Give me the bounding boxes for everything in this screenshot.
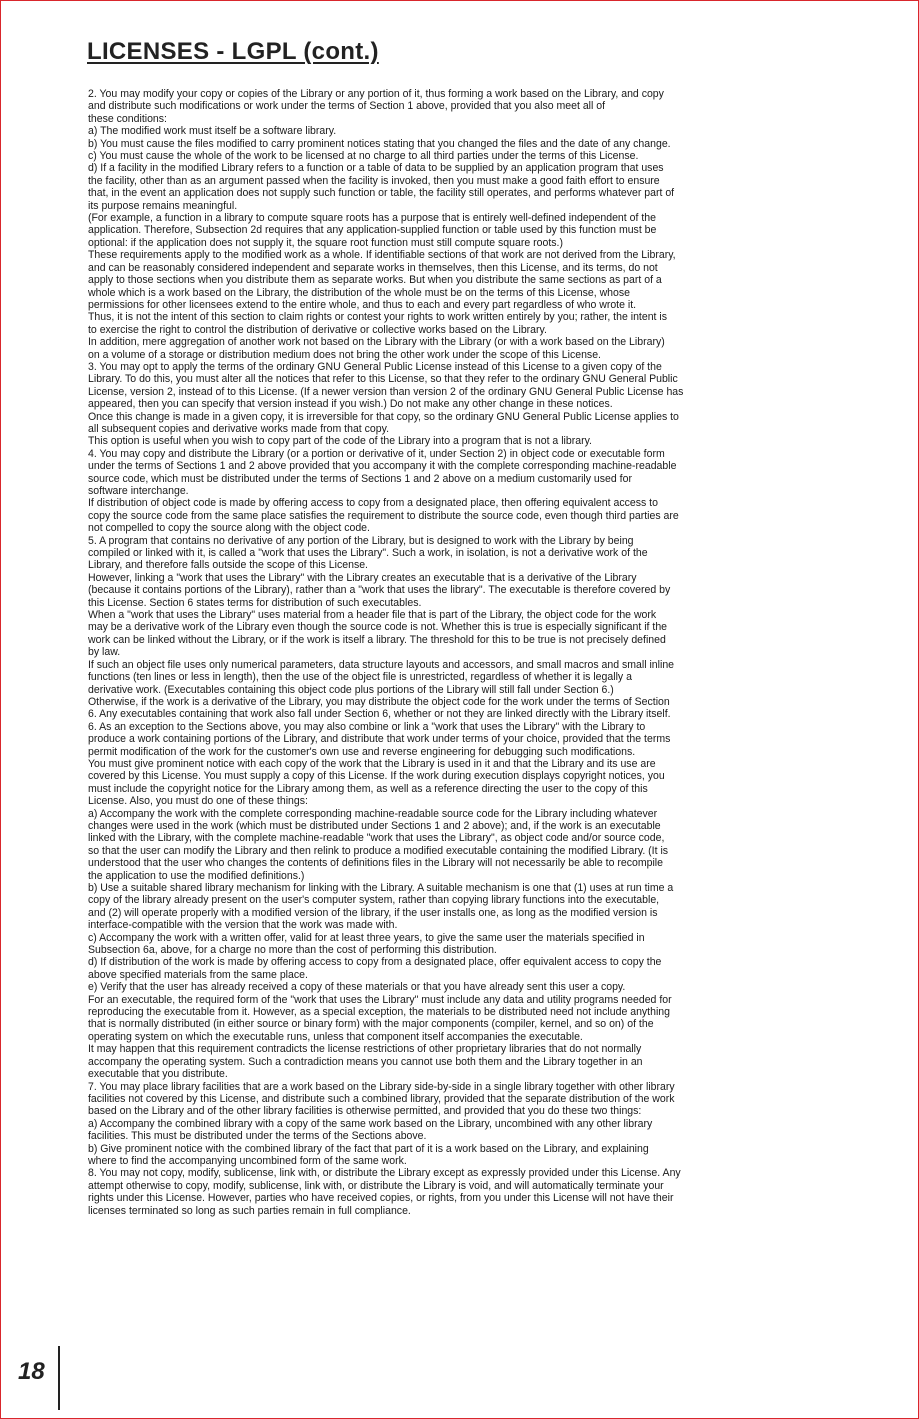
- text-line: accompany the operating system. Such a contradiction means you cannot use both them and the Library together in an: [88, 1055, 643, 1068]
- text-line: It may happen that this requirement contradicts the license restrictions of other proprietary libraries that do not normally: [88, 1043, 642, 1056]
- text-line: 5. A program that contains no derivative of any portion of the Library, but is designed to work with the Library by being: [88, 534, 634, 547]
- text-line: d) If a facility in the modified Library refers to a function or a table of data to be supplied by an application program that uses: [88, 162, 664, 175]
- text-line: facilities not covered by this License, and distribute such a combined library, provided that the separate distribution of the work: [88, 1092, 675, 1105]
- text-line: 3. You may opt to apply the terms of the ordinary GNU General Public License instead of this License to a given copy of the: [88, 360, 662, 373]
- text-line: under the terms of Sections 1 and 2 above provided that you accompany it with the complete corresponding machine-readable: [88, 460, 677, 473]
- text-line: permit modification of the work for the customer's own use and reverse engineering for debugging such modifications.: [88, 745, 636, 758]
- text-line: 4. You may copy and distribute the Library (or a portion or derivative of it, under Section 2) in object code or executable form: [88, 447, 665, 460]
- text-line: 6. Any executables containing that work also fall under Section 6, whether or not they are linked directly with the Library itself.: [88, 708, 671, 721]
- text-line: If such an object file uses only numerical parameters, data structure layouts and accessors, and small macros and small inline: [88, 658, 675, 671]
- text-line: Library. To do this, you must alter all the notices that refer to this License, so that they refer to the ordinary GNU General Public: [88, 373, 678, 386]
- text-line: attempt otherwise to copy, modify, sublicense, link with, or distribute the Library is void, and will automatically terminate your: [88, 1179, 664, 1192]
- text-line: to exercise the right to control the distribution of derivative or collective works based on the Library.: [88, 323, 547, 336]
- text-line: where to find the accompanying uncombined form of the same work.: [88, 1154, 407, 1167]
- text-line: facilities. This must be distributed under the terms of the Sections above.: [88, 1130, 427, 1143]
- text-line: not compelled to copy the source along with the object code.: [88, 522, 370, 535]
- text-line: that is normally distributed (in either source or binary form) with the major components (compiler, kernel, and so on) of the: [88, 1018, 654, 1031]
- text-line: a) The modified work must itself be a software library.: [88, 125, 337, 138]
- text-line: software interchange.: [88, 485, 189, 497]
- text-line: c) Accompany the work with a written offer, valid for at least three years, to give the same user the materials specified in: [88, 931, 645, 944]
- page-number-divider: [58, 1346, 60, 1410]
- text-line: This option is useful when you wish to copy part of the code of the Library into a program that is not a library.: [88, 435, 592, 448]
- text-line: If distribution of object code is made by offering access to copy from a designated place, then offering equivalent access to: [88, 497, 658, 510]
- text-line: linked with the Library, with the complete machine-readable "work that uses the Library", as object code and/or source code,: [88, 832, 665, 845]
- text-line: 7. You may place library facilities that are a work based on the Library side-by-side in a single library together with other library: [88, 1080, 675, 1093]
- text-line: application. Therefore, Subsection 2d requires that any application-supplied function or table used by this function must be: [88, 224, 657, 237]
- text-line: a) Accompany the work with the complete corresponding machine-readable source code for the Library including whatever: [88, 807, 658, 820]
- text-line: reproducing the executable from it. However, as a special exception, the materials to be distributed need not include anything: [88, 1006, 671, 1019]
- text-line: and (2) will operate properly with a modified version of the library, if the user installs one, as long as the modified version is: [88, 906, 658, 919]
- text-line: copy the source code from the same place satisfies the requirement to distribute the source code, even though third parties are: [88, 509, 679, 522]
- text-line: However, linking a "work that uses the Library" with the Library creates an executable that is a derivative of the Library: [88, 571, 637, 584]
- page-title: LICENSES - LGPL (cont.): [87, 38, 379, 65]
- text-line: work can be linked without the Library, or if the work is itself a library. The threshold for this to be true is not precisely defined: [88, 633, 666, 646]
- text-line: Library, and therefore falls outside the scope of this License.: [88, 559, 368, 572]
- text-line: understood that the user who changes the contents of definitions files in the Library will not necessarily be able to recompile: [88, 857, 663, 870]
- text-line: 8. You may not copy, modify, sublicense, link with, or distribute the Library except as expressly provided under this License. Any: [88, 1167, 681, 1180]
- text-line: its purpose remains meaningful.: [88, 199, 238, 212]
- text-line: operating system on which the executable runs, unless that component itself accompanies the executable.: [88, 1030, 583, 1043]
- text-line: copy of the library already present on the user's computer system, rather than copying library functions into the executable,: [88, 894, 660, 907]
- text-line: must include the copyright notice for the Library among them, as well as a reference directing the user to the copy of this: [88, 782, 648, 795]
- text-line: (because it contains portions of the Library), rather than a "work that uses the library". The executable is therefore covered by: [88, 584, 671, 597]
- text-line: the facility, other than as an argument passed when the facility is invoked, then you must make a good faith effort to ensure: [88, 174, 660, 187]
- text-line: all subsequent copies and derivative works made from that copy.: [88, 422, 390, 435]
- text-line: may be a derivative work of the Library even though the source code is not. Whether this is true is especially significant if the: [88, 621, 668, 634]
- text-line: rights under this License. However, parties who have received copies, or rights, from you under this License will not have their: [88, 1192, 674, 1205]
- text-line: produce a work containing portions of the Library, and distribute that work under terms of your choice, provided that the terms: [88, 733, 671, 746]
- text-line: b) You must cause the files modified to carry prominent notices stating that you changed the files and the date of any change.: [88, 137, 671, 150]
- text-line: b) Give prominent notice with the combined library of the fact that part of it is a work based on the Library, and explaining: [88, 1142, 649, 1155]
- text-line: appeared, then you can specify that version instead if you wish.) Do not make any other change in these notices.: [88, 398, 613, 411]
- text-line: whole which is a work based on the Library, the distribution of the whole must be on the terms of this License, whose: [88, 286, 631, 299]
- text-line: Thus, it is not the intent of this section to claim rights or contest your rights to work written entirely by you; rather, the intent is: [88, 311, 668, 324]
- text-line: 2. You may modify your copy or copies of the Library or any portion of it, thus forming a work based on the Library, and copy: [88, 88, 664, 100]
- text-line: the application to use the modified definitions.): [88, 869, 305, 882]
- text-line: License, version 2, instead of to this License. (If a newer version than version 2 of the ordinary GNU General Public License has: [88, 385, 684, 398]
- text-line: These requirements apply to the modified work as a whole. If identifiable sections of that work are not derived from the Library,: [88, 249, 676, 262]
- text-line: Once this change is made in a given copy, it is irreversible for that copy, so the ordinary GNU General Public License applies to: [88, 410, 679, 423]
- text-line: In addition, mere aggregation of another work not based on the Library with the Library (or with a work based on the Library): [88, 336, 665, 349]
- text-line: licenses terminated so long as such parties remain in full compliance.: [88, 1204, 411, 1217]
- text-line: You must give prominent notice with each copy of the work that the Library is used in it and that the Library and its use are: [88, 757, 656, 770]
- text-line: above specified materials from the same place.: [88, 968, 308, 981]
- text-line: so that the user can modify the Library and then relink to produce a modified executable containing the modified Library. (It is: [88, 844, 669, 857]
- text-line: by law.: [88, 646, 121, 659]
- text-line: 6. As an exception to the Sections above, you may also combine or link a "work that uses the Library" with the Library to: [88, 720, 646, 733]
- text-line: apply to those sections when you distribute them as separate works. But when you distribute the same sections as part of a: [88, 274, 662, 287]
- text-line: Otherwise, if the work is a derivative of the Library, you may distribute the object code for the work under the terms of Section: [88, 695, 670, 708]
- text-line: e) Verify that the user has already received a copy of these materials or that you have already sent this user a copy.: [88, 981, 626, 994]
- text-line: (For example, a function in a library to compute square roots has a purpose that is entirely well-defined independent of the: [88, 212, 656, 225]
- text-line: changes were used in the work (which must be distributed under Sections 1 and 2 above); and, if the work is an executable: [88, 819, 661, 832]
- text-line: this License. Section 6 states terms for distribution of such executables.: [88, 596, 422, 609]
- text-line: optional: if the application does not supply it, the square root function must still compute square roots.): [88, 236, 563, 249]
- text-line: permissions for other licensees extend to the entire whole, and thus to each and every part regardless of who wrote it.: [88, 298, 637, 311]
- text-line: a) Accompany the combined library with a copy of the same work based on the Library, uncombined with any other library: [88, 1117, 653, 1130]
- text-line: that, in the event an application does not supply such function or table, the facility still operates, and performs whatever part of: [88, 187, 675, 200]
- text-line: executable that you distribute.: [88, 1068, 228, 1081]
- text-line: based on the Library and of the other library facilities is otherwise permitted, and provided that you do these two things:: [88, 1105, 642, 1118]
- text-line: For an executable, the required form of the "work that uses the Library" must include any data and utility programs needed for: [88, 993, 672, 1006]
- text-line: and can be reasonably considered independent and separate works in themselves, then this License, and its terms, do not: [88, 261, 658, 274]
- text-line: functions (ten lines or less in length), then the use of the object file is unrestricted, regardless of whether it is legally a: [88, 671, 632, 684]
- text-line: and distribute such modifications or work under the terms of Section 1 above, provided that you also meet all of: [88, 100, 606, 113]
- text-line: covered by this License. You must supply a copy of this License. If the work during execution displays copyright notices, you: [88, 770, 665, 783]
- text-line: source code, which must be distributed under the terms of Sections 1 and 2 above on a medium customarily used for: [88, 472, 632, 485]
- text-line: these conditions:: [88, 112, 167, 125]
- license-text-body: [88, 88, 852, 1217]
- text-line: derivative work. (Executables containing this object code plus portions of the Library will still fall under Section 6.): [88, 683, 614, 696]
- text-line: c) You must cause the whole of the work to be licensed at no charge to all third parties under the terms of this License.: [88, 150, 639, 163]
- text-line: b) Use a suitable shared library mechanism for linking with the Library. A suitable mechanism is one that (1) uses at run time a: [88, 882, 674, 894]
- text-line: compiled or linked with it, is called a "work that uses the Library". Such a work, in isolation, is not a derivative work of the: [88, 547, 648, 560]
- text-line: d) If distribution of the work is made by offering access to copy from a designated place, offer equivalent access to copy the: [88, 956, 662, 969]
- text-line: License. Also, you must do one of these things:: [88, 795, 308, 808]
- text-line: When a "work that uses the Library" uses material from a header file that is part of the Library, the object code for the work: [88, 609, 657, 622]
- page-number: 18: [18, 1358, 45, 1385]
- text-line: on a volume of a storage or distribution medium does not bring the other work under the scope of this License.: [88, 348, 601, 361]
- text-line: Subsection 6a, above, for a charge no more than the cost of performing this distribution.: [88, 944, 497, 957]
- text-line: interface-compatible with the version that the work was made with.: [88, 919, 398, 932]
